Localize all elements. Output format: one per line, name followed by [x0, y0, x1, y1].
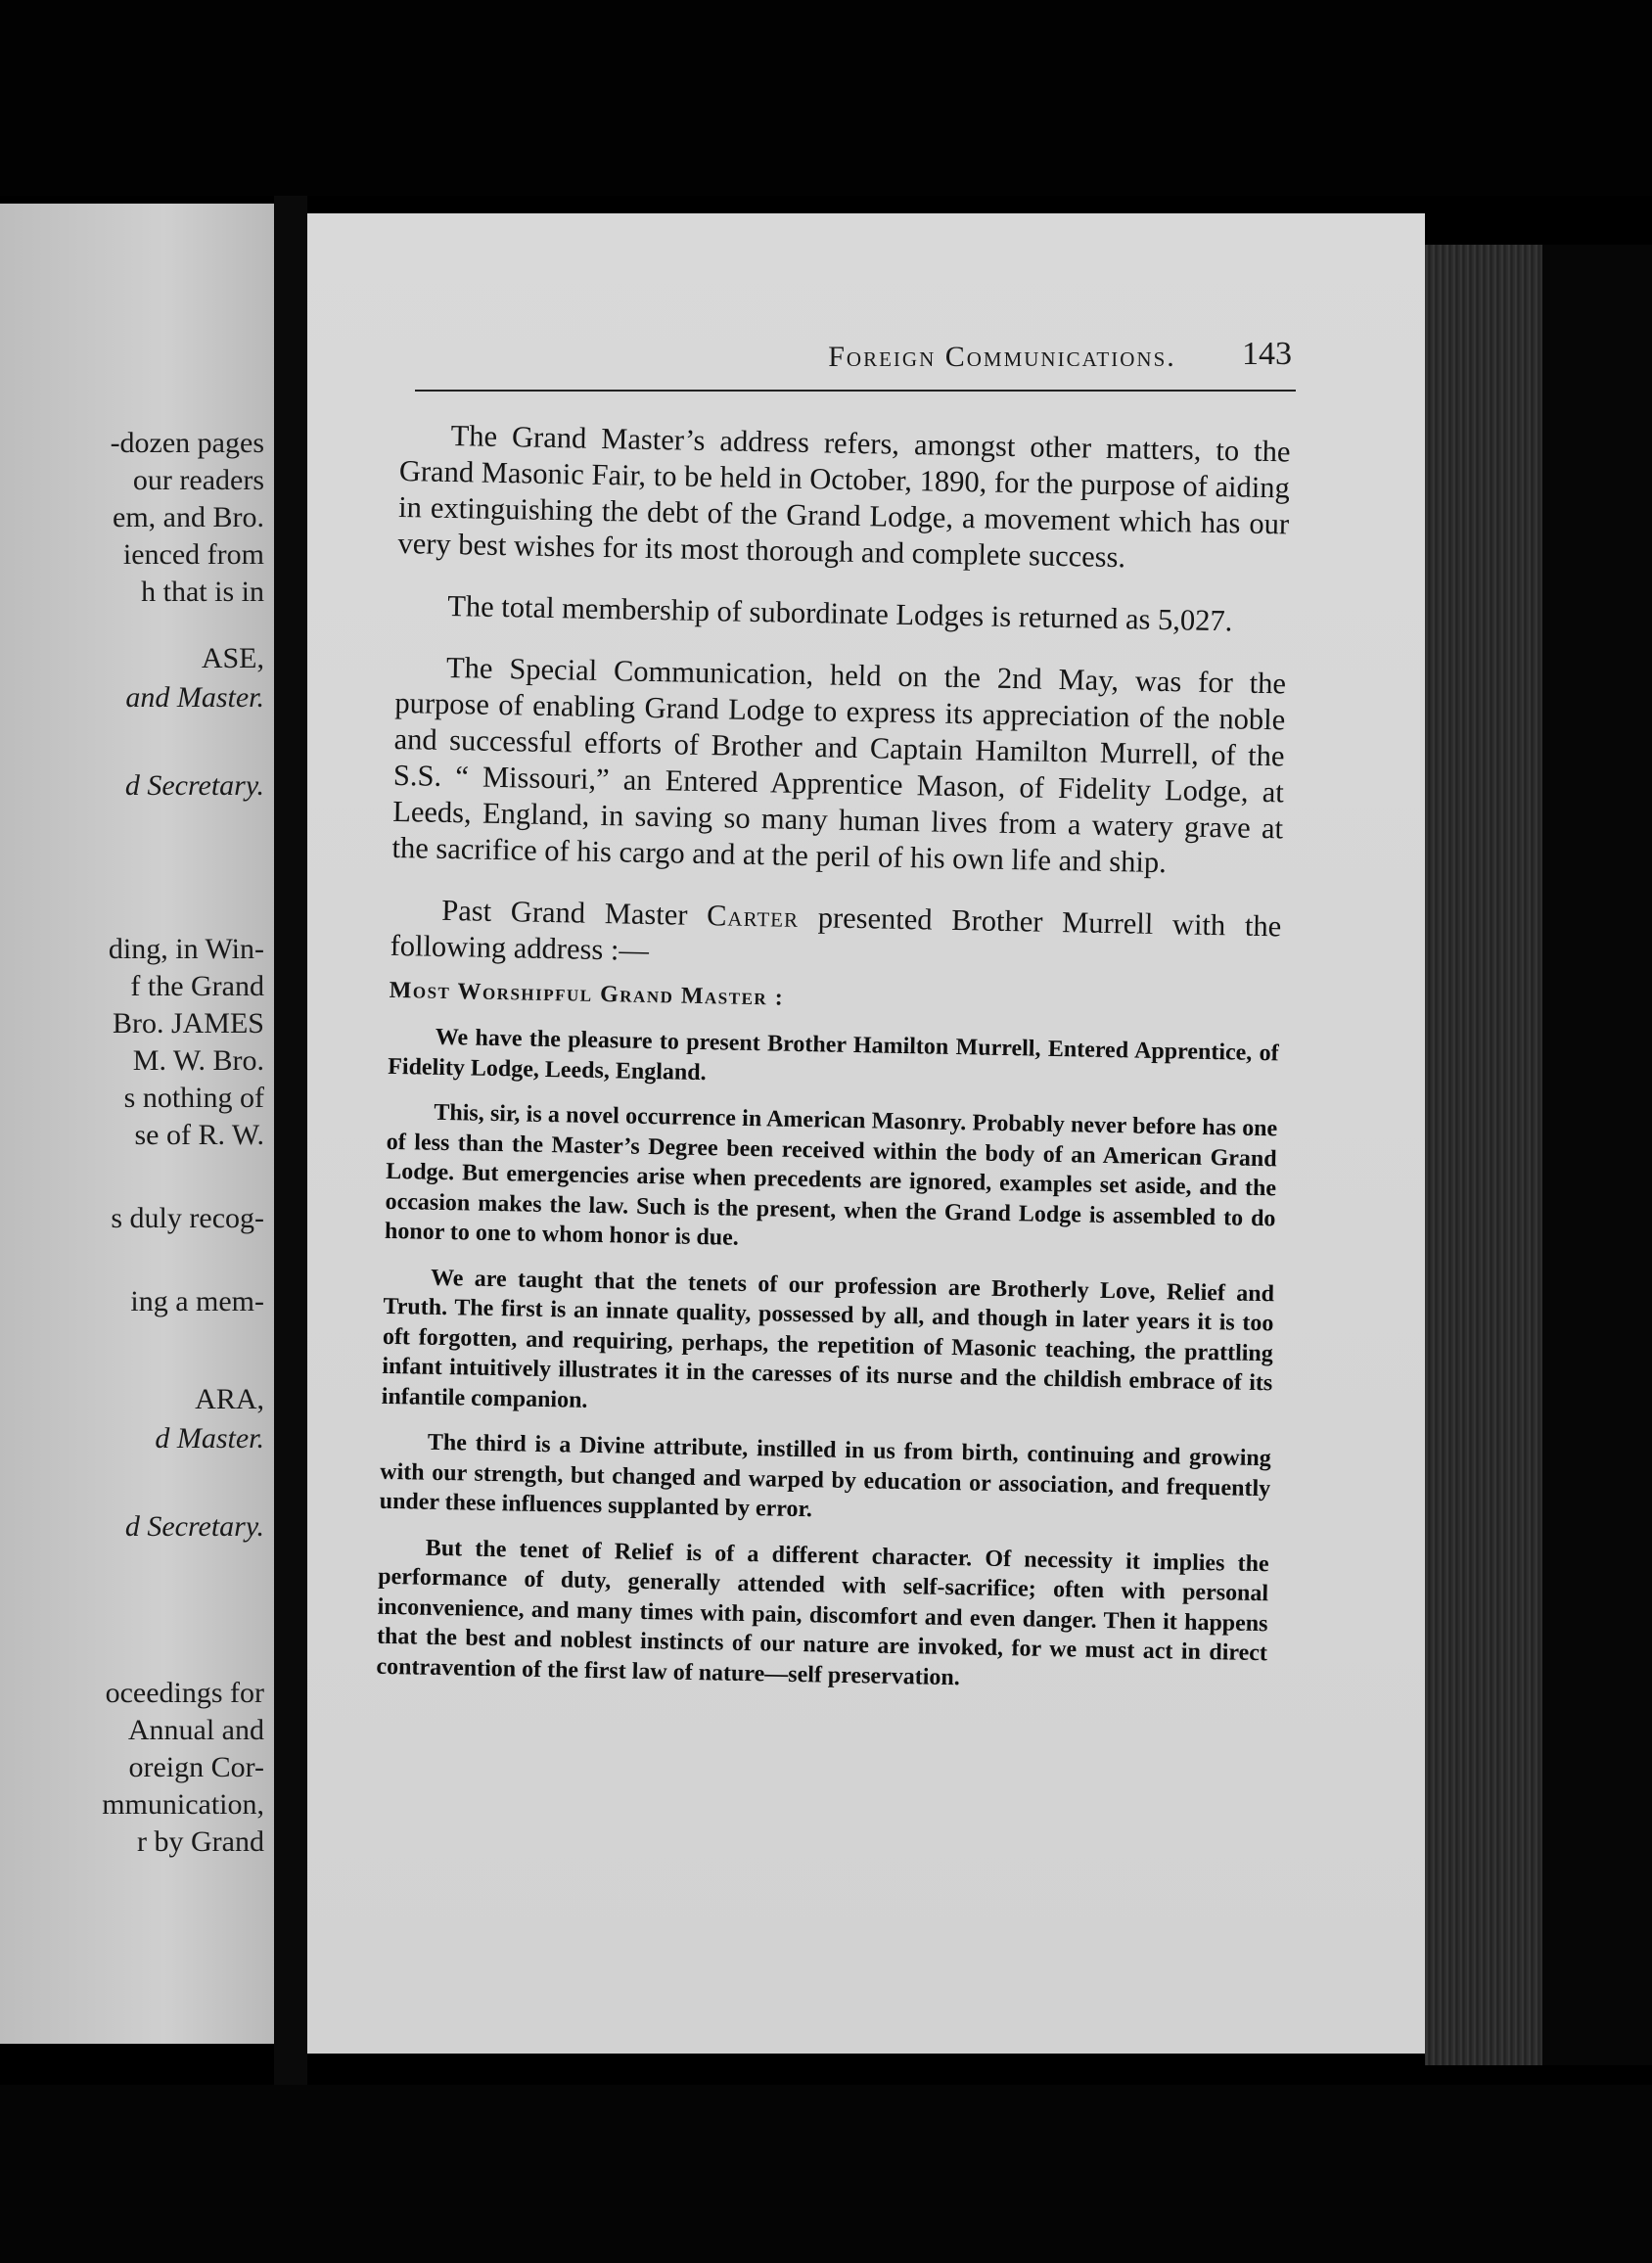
- left-page-line: and Master.: [125, 681, 264, 714]
- address-paragraph: The third is a Divine attribute, instilled in us from birth, continuing and growing with our strength, but changed and warped by education or association, and frequently under these influences supplanted by error.: [379, 1429, 1271, 1523]
- book-spine-gutter: [274, 196, 307, 2085]
- left-page-line: s duly recog-: [111, 1202, 264, 1234]
- left-page-line: h that is in: [141, 576, 264, 608]
- address-paragraph: We have the pleasure to present Brother Hamilton Murrell, Entered Apprentice, of Fidelity Lodge, Leeds, England.: [388, 1024, 1279, 1085]
- scan-border-top: [0, 0, 1652, 196]
- left-page-line: d Master.: [155, 1422, 264, 1455]
- right-page: [307, 213, 1425, 2054]
- address-paragraph: But the tenet of Relief is of a different character. Of necessity it implies the performance of duty, generally attended with self-sacrifice; often with personal inconvenience, and many times with pain, discomfort and even danger. Then it happens that the best and noblest instincts of our nature are invoked, for we must act in direct contravention of the first law of nature—self preservation.: [376, 1535, 1269, 1690]
- paragraph-special-communication: The Special Communication, held on the 2nd May, was for the purpose of enabling Grand Lodge to express its appreciation of the noble and successful efforts of Brother and Captain Hamilton Murrell, of the S.S. “ Missouri,” an Entered Apprentice Mason, of Fidelity Lodge, at Leeds, England, in saving so many human lives from a watery grave at the sacrifice of his cargo and at the peril of his own life and ship.: [391, 650, 1287, 880]
- left-facing-page: [0, 204, 274, 2044]
- left-page-line: em, and Bro.: [113, 501, 264, 533]
- para4-before: Past Grand Master: [441, 893, 688, 932]
- address-paragraph: We are taught that the tenets of our profession are Brotherly Love, Relief and Truth. The first is an innate quality, possessed by all, and though in later years it is too oft forgotten, and requiring, perhaps, the repetition of Masonic teaching, the prattling infant intuitively illustrates it in the caresses of its nurse and the childish embrace of its infantile companion.: [381, 1265, 1275, 1413]
- left-page-line: ding, in Win-: [108, 933, 264, 965]
- paragraph-membership: The total membership of subordinate Lodges is returned as 5,027.: [446, 588, 1233, 638]
- page-number: 143: [1242, 336, 1292, 372]
- left-page-line: d Secretary.: [124, 1510, 264, 1543]
- running-head: Foreign Communications.: [828, 341, 1176, 373]
- left-page-line: s nothing of: [123, 1082, 264, 1114]
- address-paragraph: This, sir, is a novel occurrence in American Masonry. Probably never before has one of less than the Master’s Degree been received within the body of an American Grand Lodge. But emergencies arise when precedents are ignored, examples set aside, and the occasion makes the law. Such is the present, when the Grand Lodge is assembled to do honor to one to whom honor is due.: [384, 1099, 1278, 1251]
- body-text: [376, 417, 1291, 1714]
- left-page-line: r by Grand: [137, 1825, 264, 1858]
- scan-border-right: [1542, 245, 1652, 2065]
- left-page-line: M. W. Bro.: [132, 1044, 264, 1077]
- left-page-line: Bro. JAMES: [112, 1007, 264, 1039]
- scan-border-bottom: [0, 2085, 1652, 2263]
- left-page-line: -dozen pages: [110, 427, 264, 459]
- left-page-line: ienced from: [122, 538, 264, 571]
- page-edges: [1425, 245, 1542, 2065]
- left-page-line: Annual and: [127, 1714, 264, 1746]
- left-page-line: our readers: [132, 464, 264, 496]
- left-page-line: se of R. W.: [134, 1119, 264, 1151]
- left-page-line: f the Grand: [130, 970, 264, 1002]
- left-page-line: oreign Cor-: [128, 1751, 264, 1783]
- paragraph-grand-masters-address: The Grand Master’s address refers, amongst other matters, to the Grand Masonic Fair, to be held in October, 1890, for the purpose of aiding in extinguishing the debt of the Grand Lodge, a movement which has our very best wishes for its most thorough and complete success.: [397, 418, 1291, 575]
- salutation: Most Worshipful Grand Master :: [389, 977, 785, 1011]
- left-page-line: ing a mem-: [130, 1285, 264, 1317]
- paragraph-carter-address: [390, 892, 1281, 981]
- carter-name: Carter: [706, 899, 800, 934]
- para4-after: presented Brother Murrell with the following address :—: [390, 901, 1282, 967]
- left-page-line: mmunication,: [102, 1788, 264, 1821]
- left-page-line: ASE,: [201, 642, 264, 674]
- header-rule: [415, 390, 1296, 392]
- left-page-line: d Secretary.: [124, 769, 264, 802]
- left-page-line: ARA,: [195, 1383, 264, 1415]
- left-page-line: oceedings for: [105, 1677, 264, 1709]
